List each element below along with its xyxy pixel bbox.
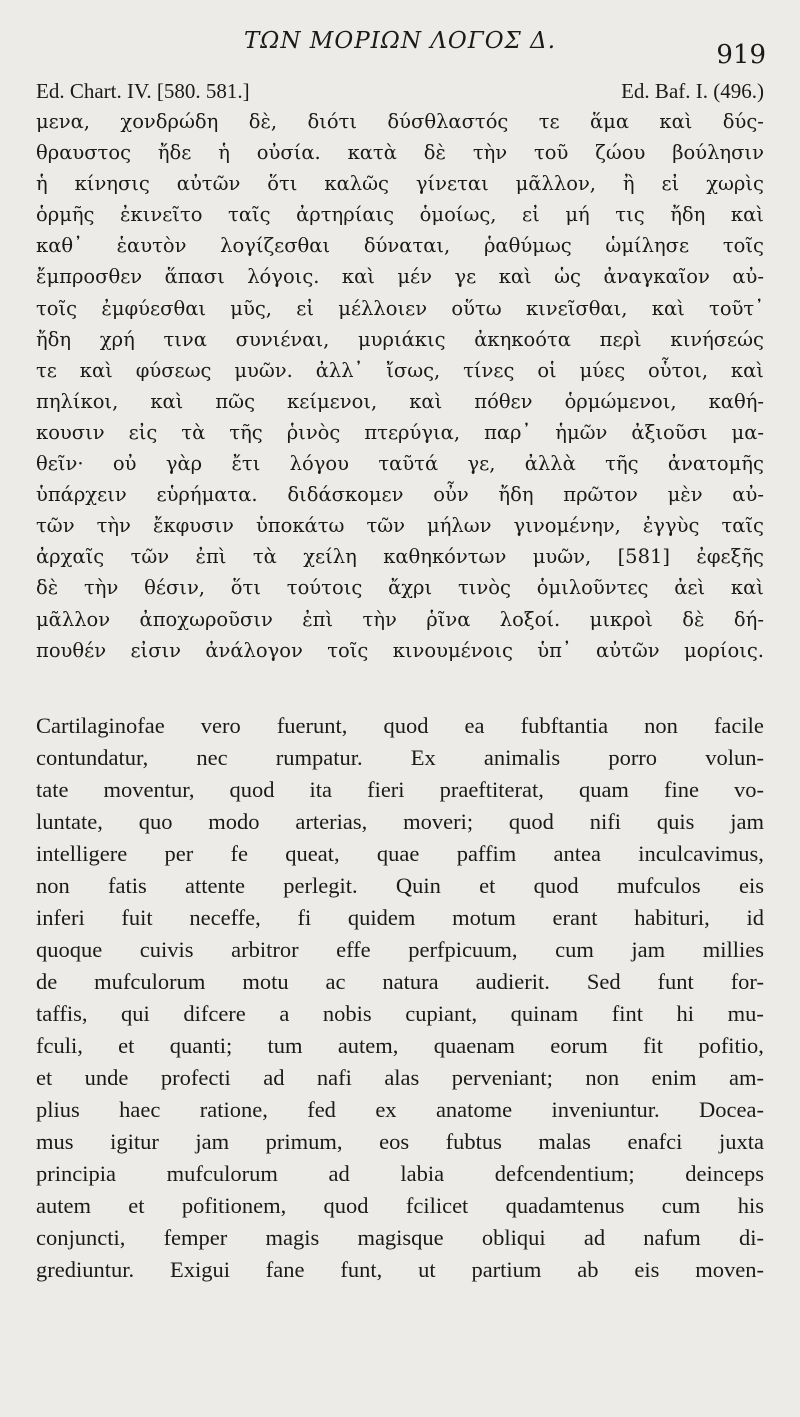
greek-text-line: ἔμπροσθεν ἅπασι λόγοις. καὶ μέν γε καὶ ὡς ἀναγκαῖον αὐ- bbox=[36, 265, 764, 289]
greek-text-line: ἡ κίνησις αὐτῶν ὅτι καλῶς γίνεται μᾶλλον, ἢ εἰ χωρὶς bbox=[36, 172, 764, 196]
latin-text-line: non fatis attente perlegit. Quin et quod mufculos eis bbox=[36, 872, 764, 898]
latin-text-line: grediuntur. Exigui fane funt, ut partium ab eis moven- bbox=[36, 1256, 764, 1282]
running-title: ΤΩΝ ΜΟΡΙΩΝ ΛΟΓΟΣ Δ. bbox=[243, 28, 557, 54]
latin-text-line: taffis, qui difcere a nobis cupiant, quinam fint hi mu- bbox=[36, 1000, 764, 1026]
section-gap bbox=[36, 666, 764, 710]
greek-text-line: ὑπάρχειν εὑρήματα. διδάσκομεν οὖν ἤδη πρῶτον μὲν αὐ- bbox=[36, 483, 764, 507]
latin-text-line: plius haec ratione, fed ex anatome inveniuntur. Docea- bbox=[36, 1096, 764, 1122]
greek-text-line: κουσιν εἰς τὰ τῆς ῥινὸς πτερύγια, παρ᾿ ἡμῶν ἀξιοῦσι μα- bbox=[36, 420, 764, 444]
latin-text-line: et unde profecti ad nafi alas perveniant; non enim am- bbox=[36, 1064, 764, 1090]
greek-text-line: θεῖν· οὐ γὰρ ἔτι λόγου ταῦτά γε, ἀλλὰ τῆς ἀνατομῆς bbox=[36, 452, 764, 476]
page-number: 919 bbox=[716, 40, 766, 70]
greek-text-line: ἀρχαῖς τῶν ἐπὶ τὰ χείλη καθηκόντων μυῶν, [581] ἐφεξῆς bbox=[36, 545, 764, 569]
greek-text-line: δὲ τὴν θέσιν, ὅτι τούτοις ἄχρι τινὸς ὁμιλοῦντες ἀεὶ καὶ bbox=[36, 576, 764, 600]
latin-text-line: fculi, et quanti; tum autem, quaenam eorum fit pofitio, bbox=[36, 1032, 764, 1058]
greek-text-line: ὁρμῆς ἐκινεῖτο ταῖς ἀρτηρίαις ὁμοίως, εἰ μή τις ἤδη καὶ bbox=[36, 203, 764, 227]
greek-text-line: τοῖς ἐμφύεσθαι μῦς, εἰ μέλλοιεν οὕτω κινεῖσθαι, καὶ τοῦτ᾿ bbox=[36, 296, 764, 320]
greek-text-line: πηλίκοι, καὶ πῶς κείμενοι, καὶ πόθεν ὁρμώμενοι, καθή- bbox=[36, 389, 764, 413]
latin-text-line: inferi fuit neceffe, fi quidem motum erant habituri, id bbox=[36, 904, 764, 930]
greek-text-line: ἤδη χρή τινα συνιέναι, μυριάκις ἀκηκοότα περὶ κινήσεώς bbox=[36, 327, 764, 351]
greek-text-line: καθ᾿ ἑαυτὸν λογίζεσθαι δύναται, ῥαθύμως ὡμίλησε τοῖς bbox=[36, 234, 764, 258]
latin-text-line: autem et pofitionem, quod fcilicet quadamtenus cum his bbox=[36, 1192, 764, 1218]
running-head bbox=[36, 18, 764, 68]
latin-text-line: tate moventur, quod ita fieri praeftiterat, quam fine vo- bbox=[36, 776, 764, 802]
edition-left: Ed. Chart. IV. [580. 581.] bbox=[36, 79, 250, 103]
greek-text-line: θραυστος ἤδε ἡ οὐσία. κατὰ δὲ τὴν τοῦ ζώου βούλησιν bbox=[36, 141, 764, 165]
greek-text-line: μᾶλλον ἀποχωροῦσιν ἐπὶ τὴν ῥῖνα λοξοί. μικροὶ δὲ δή- bbox=[36, 607, 764, 631]
greek-text-line: πουθέν εἰσιν ἀνάλογον τοῖς κινουμένοις ὑπ᾿ αὐτῶν μορίοις. bbox=[36, 638, 764, 662]
latin-text-block bbox=[36, 710, 764, 1286]
latin-text-line: quoque cuivis arbitror effe perfpicuum, cum jam millies bbox=[36, 936, 764, 962]
greek-text-block bbox=[36, 106, 764, 666]
latin-text-line: de mufculorum motu ac natura audierit. Sed funt for- bbox=[36, 968, 764, 994]
edition-right: Ed. Baf. I. (496.) bbox=[621, 79, 764, 103]
latin-text-line: Cartilaginofae vero fuerunt, quod ea fubftantia non facile bbox=[36, 712, 764, 738]
latin-text-line: contundatur, nec rumpatur. Ex animalis porro volun- bbox=[36, 744, 764, 770]
greek-text-line: τε καὶ φύσεως μυῶν. ἀλλ᾿ ἴσως, τίνες οἱ μύες οὗτοι, καὶ bbox=[36, 358, 764, 382]
edition-line bbox=[36, 76, 764, 106]
latin-text-line: conjuncti, femper magis magisque obliqui ad nafum di- bbox=[36, 1224, 764, 1250]
greek-text-line: μενα, χονδρώδη δὲ, διότι δύσθλαστός τε ἅμα καὶ δύς- bbox=[36, 110, 764, 133]
latin-text-line: luntate, quo modo arterias, moveri; quod nifi quis jam bbox=[36, 808, 764, 834]
greek-text-line: τῶν τὴν ἔκφυσιν ὑποκάτω τῶν μήλων γινομένην, ἐγγὺς ταῖς bbox=[36, 514, 764, 538]
latin-text-line: principia mufculorum ad labia defcendentium; deinceps bbox=[36, 1160, 764, 1186]
latin-text-line: intelligere per fe queat, quae paffim antea inculcavimus, bbox=[36, 840, 764, 866]
latin-text-line: mus igitur jam primum, eos fubtus malas enafci juxta bbox=[36, 1128, 764, 1154]
